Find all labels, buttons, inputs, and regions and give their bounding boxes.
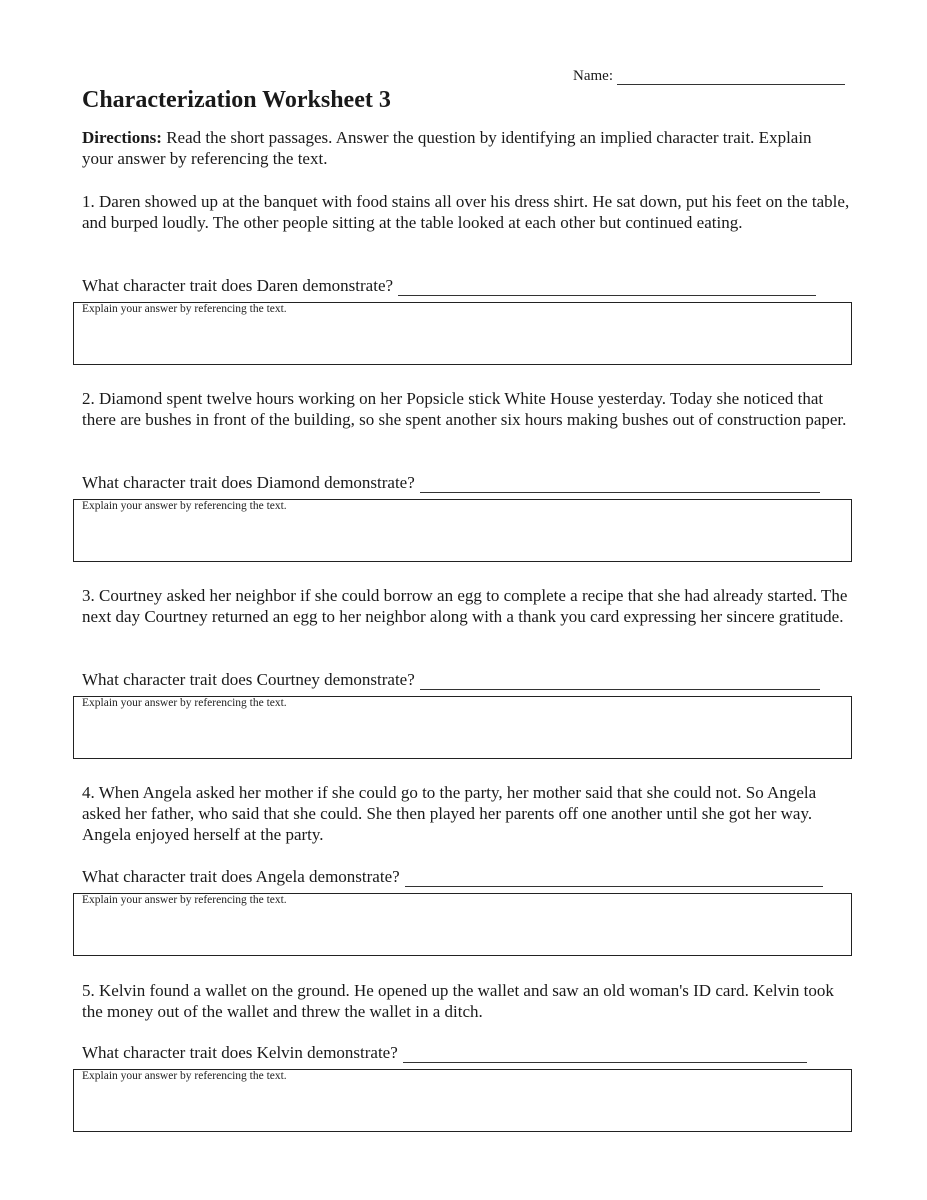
- name-label: Name:: [573, 68, 613, 84]
- name-blank[interactable]: [617, 69, 845, 85]
- trait-blank-4[interactable]: [405, 870, 823, 887]
- passage-3: 3. Courtney asked her neighbor if she could borrow an egg to complete a recipe that she had already started. The next day Courtney returned an egg to her neighbor along with a thank you card expressing her sincere gratitude.: [82, 586, 848, 626]
- passage-5: 5. Kelvin found a wallet on the ground. He opened up the wallet and saw an old woman's ID card. Kelvin took the money out of the wallet and threw the wallet in a ditch.: [82, 981, 834, 1021]
- answer-box-1[interactable]: [73, 302, 852, 365]
- passage-1: 1. Daren showed up at the banquet with food stains all over his dress shirt. He sat down, put his feet on the table, and burped loudly. The other people sitting at the table looked at each other but continued eating.: [82, 192, 850, 232]
- answer-hint-1: Explain your answer by referencing the text.: [82, 303, 287, 315]
- trait-blank-2[interactable]: [420, 476, 820, 493]
- directions-text: Read the short passages. Answer the question by identifying an implied character trait. Explain your answer by referencing the text.: [82, 128, 812, 168]
- answer-hint-5: Explain your answer by referencing the text.: [82, 1070, 287, 1082]
- answer-hint-2: Explain your answer by referencing the text.: [82, 500, 287, 512]
- directions-label: Directions:: [82, 128, 162, 147]
- question-2-text: What character trait does Diamond demonstrate?: [82, 473, 415, 492]
- answer-box-3[interactable]: [73, 696, 852, 759]
- question-5-text: What character trait does Kelvin demonstrate?: [82, 1043, 398, 1062]
- answer-box-5[interactable]: [73, 1069, 852, 1132]
- question-4-text: What character trait does Angela demonstrate?: [82, 867, 400, 886]
- question-3: [82, 669, 820, 690]
- answer-hint-4: Explain your answer by referencing the text.: [82, 894, 287, 906]
- name-field: [573, 68, 845, 85]
- question-2: [82, 472, 820, 493]
- answer-box-4[interactable]: [73, 893, 852, 956]
- trait-blank-5[interactable]: [403, 1046, 807, 1063]
- trait-blank-1[interactable]: [398, 279, 816, 296]
- question-1: [82, 275, 816, 296]
- question-5: [82, 1042, 807, 1063]
- answer-box-2[interactable]: [73, 499, 852, 562]
- trait-blank-3[interactable]: [420, 673, 820, 690]
- directions: [82, 127, 842, 169]
- question-4: [82, 866, 823, 887]
- passage-2: 2. Diamond spent twelve hours working on her Popsicle stick White House yesterday. Today she noticed that there are bushes in front of the building, so she spent another six hours making bushes out of construction paper.: [82, 389, 847, 429]
- answer-hint-3: Explain your answer by referencing the text.: [82, 697, 287, 709]
- passage-4: 4. When Angela asked her mother if she could go to the party, her mother said that she could not. So Angela asked her father, who said that she could. She then played her parents off one another until she got her way. Angela enjoyed herself at the party.: [82, 783, 817, 844]
- question-3-text: What character trait does Courtney demonstrate?: [82, 670, 415, 689]
- page-title: Characterization Worksheet 3: [82, 87, 391, 113]
- question-1-text: What character trait does Daren demonstrate?: [82, 276, 394, 295]
